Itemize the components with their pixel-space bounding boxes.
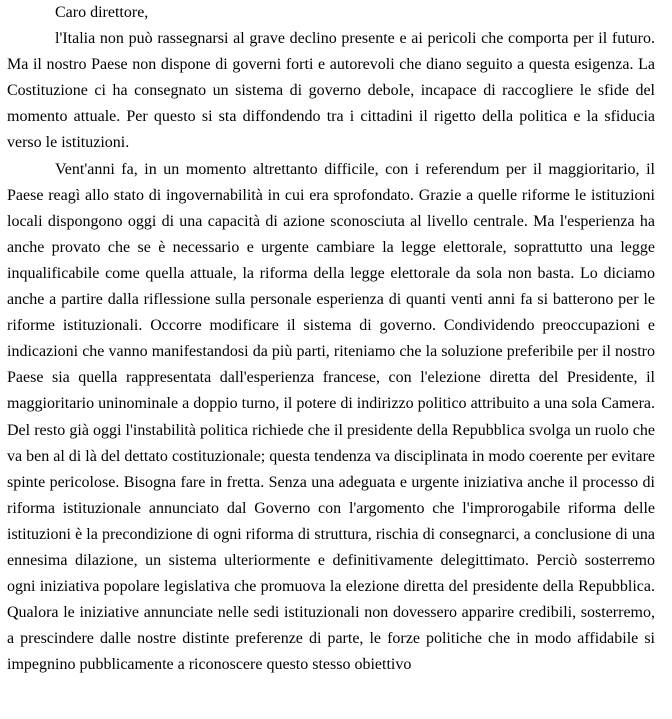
letter-page xyxy=(7,0,655,678)
letter-salutation: Caro direttore, xyxy=(55,4,149,21)
letter-paragraph-2: Vent'anni fa, in un momento altrettanto difficile, con i referendum per il maggioritario, il Paese reagì allo stato di ingovernabilità in cui era sprofondato. Grazie a quelle riforme le istituzioni locali dispongono oggi di una capacità di azione sconosciuta al livello centrale. Ma l'esperienza ha anche provato che se è necessario e urgente cambiare la legge elettorale, soprattutto una legge inqualificabile come quella attuale, la riforma della legge elettorale da sola non basta. Lo diciamo anche a partire dalla riflessione sulla personale esperienza di quanti venti anni fa si batterono per le riforme istituzionali. Occorre modificare il sistema di governo. Condividendo preoccupazioni e indicazioni che vanno manifestandosi da più parti, riteniamo che la soluzione preferibile per il nostro Paese sia quella rappresentata dall'esperienza francese, con l'elezione diretta del Presidente, il maggioritario uninominale a doppio turno, il potere di indirizzo politico attribuito a una sola Camera. Del resto già oggi l'instabilità politica richiede che il presidente della Repubblica svolga un ruolo che va ben al di là del dettato costituzionale; questa tendenza va disciplinata in modo coerente per evitare spinte pericolose. Bisogna fare in fretta. Senza una adeguata e urgente iniziativa anche il processo di riforma istituzionale annunciato dal Governo con l'argomento che l'improrogabile riforma delle istituzioni è la precondizione di ogni riforma di struttura, rischia di consegnarci, a conclusione di una ennesima dilazione, un sistema ulteriormente e definitivamente delegittimato. Perciò sosterremo ogni iniziativa popolare legislativa che promuova la elezione diretta del presidente della Repubblica. Qualora le iniziative annunciate nelle sedi istituzionali non dovessero apparire credibili, sosterremo, a prescindere dalle nostre distinte preferenze di parte, le forze politiche che in modo affidabile si impegnino pubblicamente a riconoscere questo stesso obiettivo xyxy=(7,160,655,674)
letter-paragraph-1: l'Italia non può rassegnarsi al grave declino presente e ai pericoli che comporta per il futuro. Ma il nostro Paese non dispone di governi forti e autorevoli che diano seguito a questa esigenza. La Costituzione ci ha consegnato un sistema di governo debole, incapace di raccogliere le sfide del momento attuale. Per questo si sta diffondendo tra i cittadini il rigetto della politica e la sfiducia verso le istituzioni. xyxy=(7,30,655,152)
